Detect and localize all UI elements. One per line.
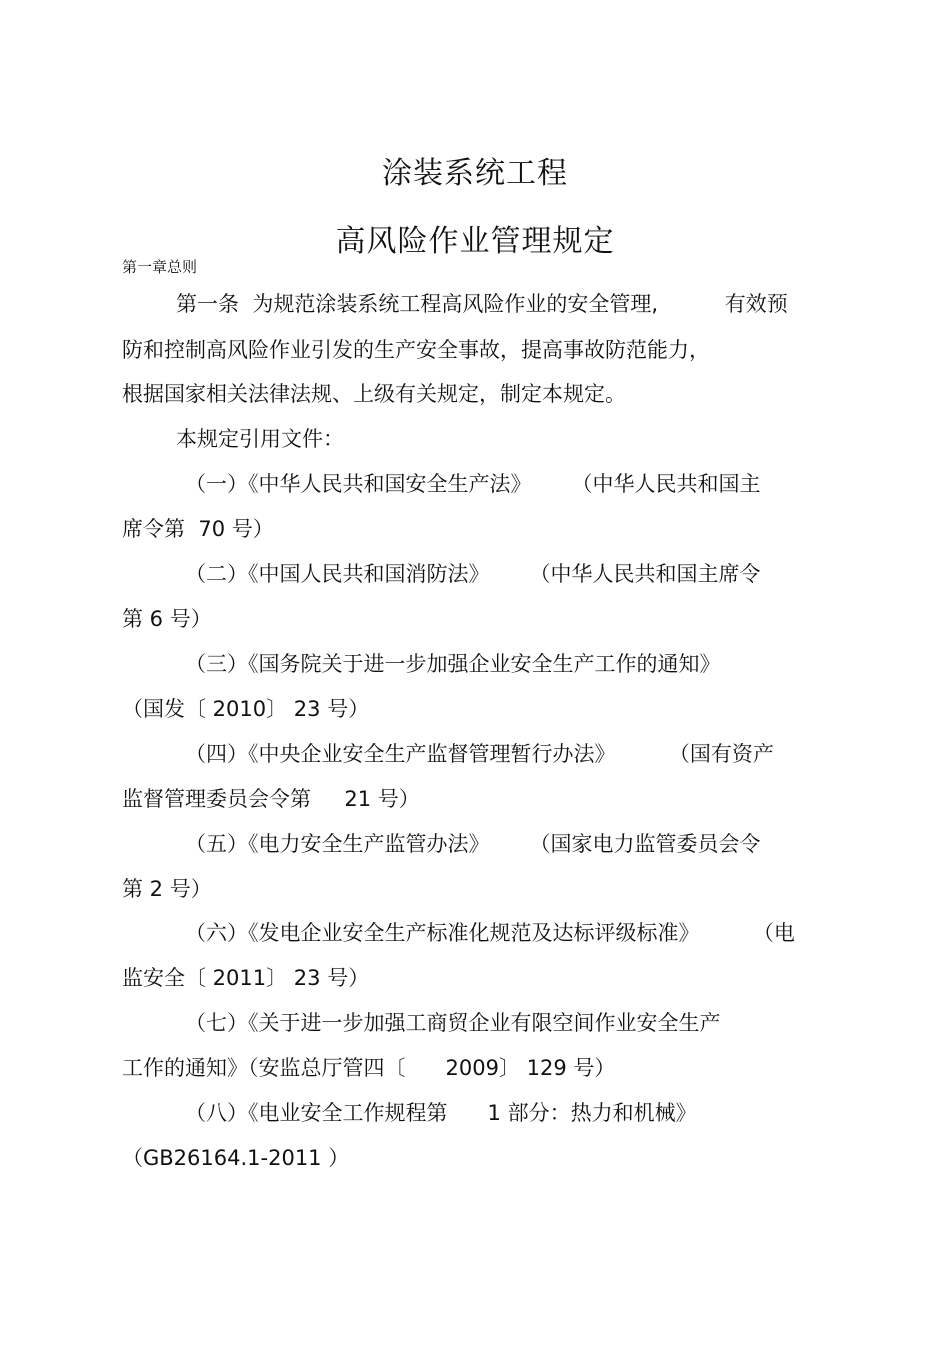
ref-2-line-1: （二）《中国人民共和国消防法》 （中华人民共和国主席令 [185, 562, 761, 586]
ref-8-line-1: （八）《电业安全工作规程第 1 部分：热力和机械》 [185, 1101, 697, 1125]
ref-4-line-2: 监督管理委员会令第 21 号） [122, 787, 420, 811]
ref-1-line-1: （一）《中华人民共和国安全生产法》 （中华人民共和国主 [185, 472, 761, 496]
ref-3-line-2: （国发〔 2010〕 23 号） [122, 697, 370, 721]
ref-1-line-2: 席令第 70 号） [122, 517, 274, 541]
ref-5-line-1: （五）《电力安全生产监管办法》 （国家电力监管委员会令 [185, 832, 761, 856]
article-1-line-2: 防和控制高风险作业引发的生产安全事故，提高事故防范能力， [122, 338, 710, 362]
ref-8-line-2: （GB26164.1-2011 ） [122, 1146, 350, 1170]
ref-5-line-2: 第 2 号） [122, 877, 212, 901]
ref-3-line-1: （三）《国务院关于进一步加强企业安全生产工作的通知》 [185, 652, 721, 676]
article-1-line-3: 根据国家相关法律法规、上级有关规定，制定本规定。 [122, 382, 626, 406]
title-line-2: 高风险作业管理规定 [335, 224, 615, 259]
ref-6-line-2: 监安全〔 2011〕 23 号） [122, 966, 370, 990]
ref-2-line-2: 第 6 号） [122, 607, 212, 631]
ref-6-line-1: （六）《发电企业安全生产标准化规范及达标评级标准》 （电 [185, 921, 795, 945]
article-1-line-1: 第一条 为规范涂装系统工程高风险作业的安全管理, 有效预 [176, 292, 788, 316]
chapter-heading: 第一章总则 [122, 258, 198, 276]
refs-intro: 本规定引用文件： [176, 427, 344, 451]
title-line-1: 涂装系统工程 [382, 156, 568, 191]
ref-7-line-2: 工作的通知》（安监总厅管四〔 2009〕 129 号） [122, 1056, 616, 1080]
ref-4-line-1: （四）《中央企业安全生产监督管理暂行办法》 （国有资产 [185, 742, 774, 766]
ref-7-line-1: （七）《关于进一步加强工商贸企业有限空间作业安全生产 [185, 1011, 721, 1035]
